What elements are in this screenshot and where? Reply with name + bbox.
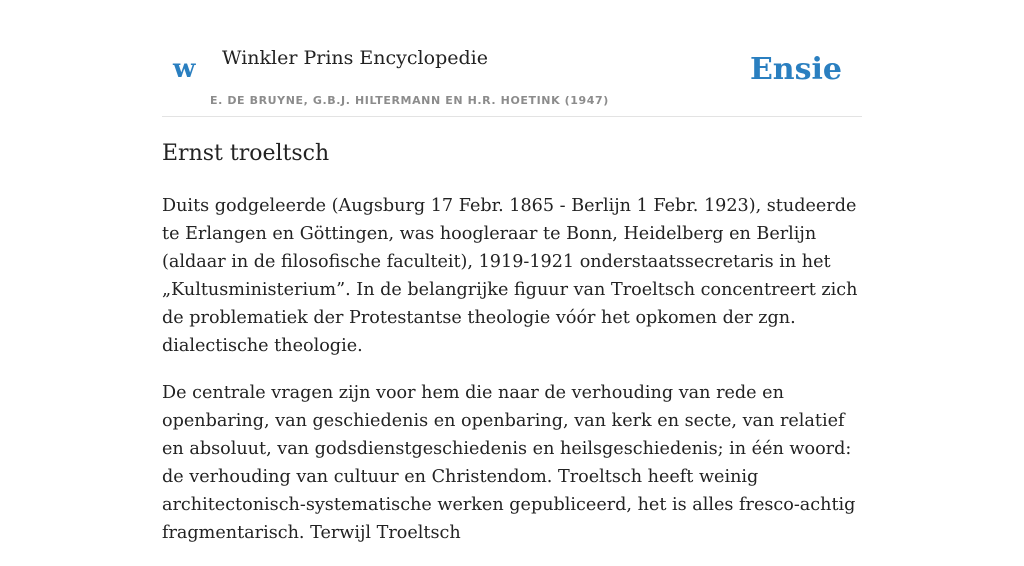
brand-logo[interactable]: Ensie	[749, 52, 842, 87]
article-body	[162, 192, 862, 566]
site-title[interactable]: Winkler Prins Encyclopedie	[222, 47, 488, 69]
logo-icon[interactable]: w	[173, 54, 196, 84]
authors-subtitle: E. DE BRUYNE, G.B.J. HILTERMANN EN H.R. HOETINK (1947)	[210, 94, 609, 107]
site-header	[162, 0, 862, 117]
article-paragraph: De centrale vragen zijn voor hem die naar de verhouding van rede en openbaring, van geschiedenis en openbaring, van kerk en secte, van relatief en absoluut, van godsdienstgeschiedenis en heilsgeschiedenis; in één woord: de verhouding van cultuur en Christendom. Troeltsch heeft weinig architectonisch-systematische werken gepubliceerd, het is alles fresco-achtig fragmentarisch. Terwijl Troeltsch	[162, 383, 856, 543]
article-paragraph: Duits godgeleerde (Augsburg 17 Febr. 1865 - Berlijn 1 Febr. 1923), studeerde te Erlangen en Göttingen, was hoogleraar te Bonn, Heidelberg en Berlijn (aldaar in de filosofische faculteit), 1919-1921 onderstaatssecretaris in het „Kultusministerium”. In de belangrijke figuur van Troeltsch concentreert zich de problematiek der Protestantse theologie vóór het opkomen der zgn. dialectische theologie.	[162, 196, 858, 356]
page	[162, 0, 862, 543]
article-title: Ernst troeltsch	[162, 141, 330, 166]
